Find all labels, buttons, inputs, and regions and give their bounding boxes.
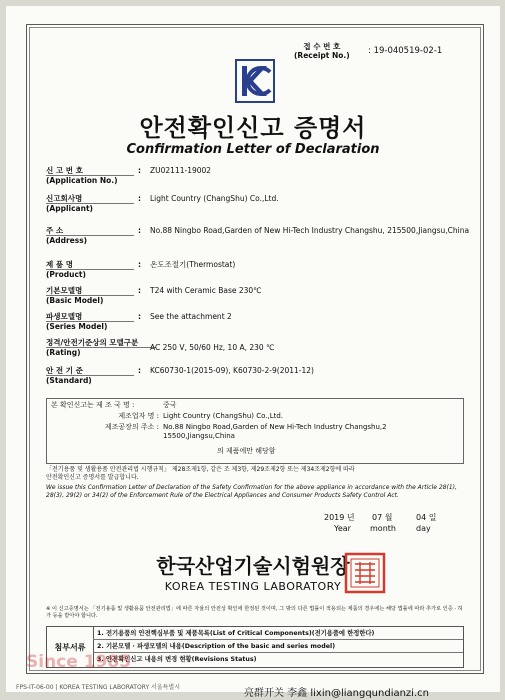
contact-overlay: 亮群开关 李鑫 lixin@liangqundianzi.cn <box>244 688 429 699</box>
title-english: Confirmation Letter of Declaration <box>126 142 380 157</box>
footnote: ※ 이 신고증명서는 「전기용품 및 생활용품 안전관리법」에 따른 자율의 안전성 확인에 한정된 것이며, 그 밖의 다른 법률이 적용되는 제품의 경우에는 해당 법률에 따라 추가로 인증 · 허가 등을 받아야 합니다. <box>46 606 463 619</box>
organization-korean: 한국산업기술시험원장 <box>156 554 350 578</box>
organization-english: KOREA TESTING LABORATORY <box>164 580 342 593</box>
certificate-page: 접 수 번 호 (Receipt No.) : 19-040519-02-1 안전확인신고 증명서 Confirmation Letter of Declaration 신 고 번 호 (Application No.) : ZU02111-19002 신고회사명 (Applicant) : Light Country (ChangShu) Co.,Ltd. 주 소 (Address) : No.88 Ningbo Road,Garden of New Hi-Tech Industry Changshu, 215500,Jiangsu,China 제 품 명 (Product) : 온도조절기(Thermostat) 기본모델명 (Basic Model) : T24 with Ceramic Base 230℃ 파생모델명 (Series Model) : See the attachment 2 정격/안전기준상의 모델구분 (Rating) AC 250 V, 50/60 Hz, 10 A, 230 ℃ 안 전 기 준 (Standard) : KC60730-1(2015-09), K60730-2-9(2011-12) 본 확인신고는 제 조 국 명 : 중국 제조업자 명 : Light Country (ChangShu) Co.,Ltd. 제조공장의 주소 : No.88 Ningbo Road,Garden of New Hi-Tech Industry Changshu,2 15500,Jiangsu,China 의 제품에만 해당함 「전기용품 및 생활용품 안전관리법 시행규칙」 제28조제1항, 같은 조 제3항, 제29조제2항 또는 제34조제2항에 따라 안전확인신고 증명서를 발급합니다. We issue this Confirmation Letter of Declaration of the Safety Confirmation for the above appliance in accordance with the Article 28(1), 28(3), 29(2) or 34(2) of the Enforcement Rule of the Electrical Appliances and Consumer Products Safety Control Act. 2019 년 07 월 04 일 Year month day 한국산업기술시험원장 KOREA TESTING LABORATORY ※ 이 신고증명서는 「전기용품 및 생활용품 안전관리법」에 따른 자율의 안전성 확인에 한정된 것이며, 그 밖의 다른 법률이 적용되는 제품의 경우에는 해당 법률에 따라 추가로 인증 · 허가 등을 받아야 합니다. 첨부서류 1. 전기용품의 안전핵심부품 및 제품목록(List of Critical Components)(전기용품에 한정한다) 2. 기본모델 · 파생모델의 내용(Description of the basic and series model) 3. 안전확인신고 내용의 변경 현황(Revisions Status) Since 1985 FPS-IT-06-00 | KOREA TESTING LABORATORY 서울특별시 亮群开关 李鑫 lixin@liangqundianzi.cn <box>6 6 500 692</box>
title-korean: 안전확인신고 증명서 <box>139 114 367 142</box>
receipt-label: 접 수 번 호 (Receipt No.) <box>294 42 350 60</box>
manufacturer-box: 본 확인신고는 제 조 국 명 : 중국 제조업자 명 : Light Country (ChangShu) Co.,Ltd. 제조공장의 주소 : No.88 Ningbo Road,Garden of New Hi-Tech Industry Changshu,2 15500,Jiangsu,China 의 제품에만 해당함 <box>46 398 464 464</box>
watermark-text: Since 1985 <box>26 652 132 672</box>
form-footer: FPS-IT-06-00 | KOREA TESTING LABORATORY 서울특별시 <box>16 684 181 691</box>
receipt-number: : 19-040519-02-1 <box>368 46 443 56</box>
issue-notice-korean: 「전기용품 및 생활용품 안전관리법 시행규칙」 제28조제1항, 같은 조 제3항, 제29조제2항 또는 제34조제2항에 따라 안전확인신고 증명서를 발급합니다. <box>46 466 355 481</box>
issue-notice-english: We issue this Confirmation Letter of Declaration of the Safety Confirmation for the above appliance in accordance with the Article 28(1), 28(3), 29(2) or 34(2) of the Enforcement Rule of the Electrical Appliances and Consumer Products Safety Control Act. <box>46 484 457 499</box>
attachment-item: 1. 전기용품의 안전핵심부품 및 제품목록(List of Critical Components)(전기용품에 한정한다) <box>93 627 463 640</box>
attachment-item: 3. 안전확인신고 내용의 변경 현황(Revisions Status) <box>97 656 257 663</box>
official-seal-icon <box>344 552 386 594</box>
attachment-item: 2. 기본모델 · 파생모델의 내용(Description of the basic and series model) <box>93 640 463 653</box>
attachments-label: 첨부서류 <box>47 627 94 667</box>
kc-mark-icon <box>234 58 276 104</box>
